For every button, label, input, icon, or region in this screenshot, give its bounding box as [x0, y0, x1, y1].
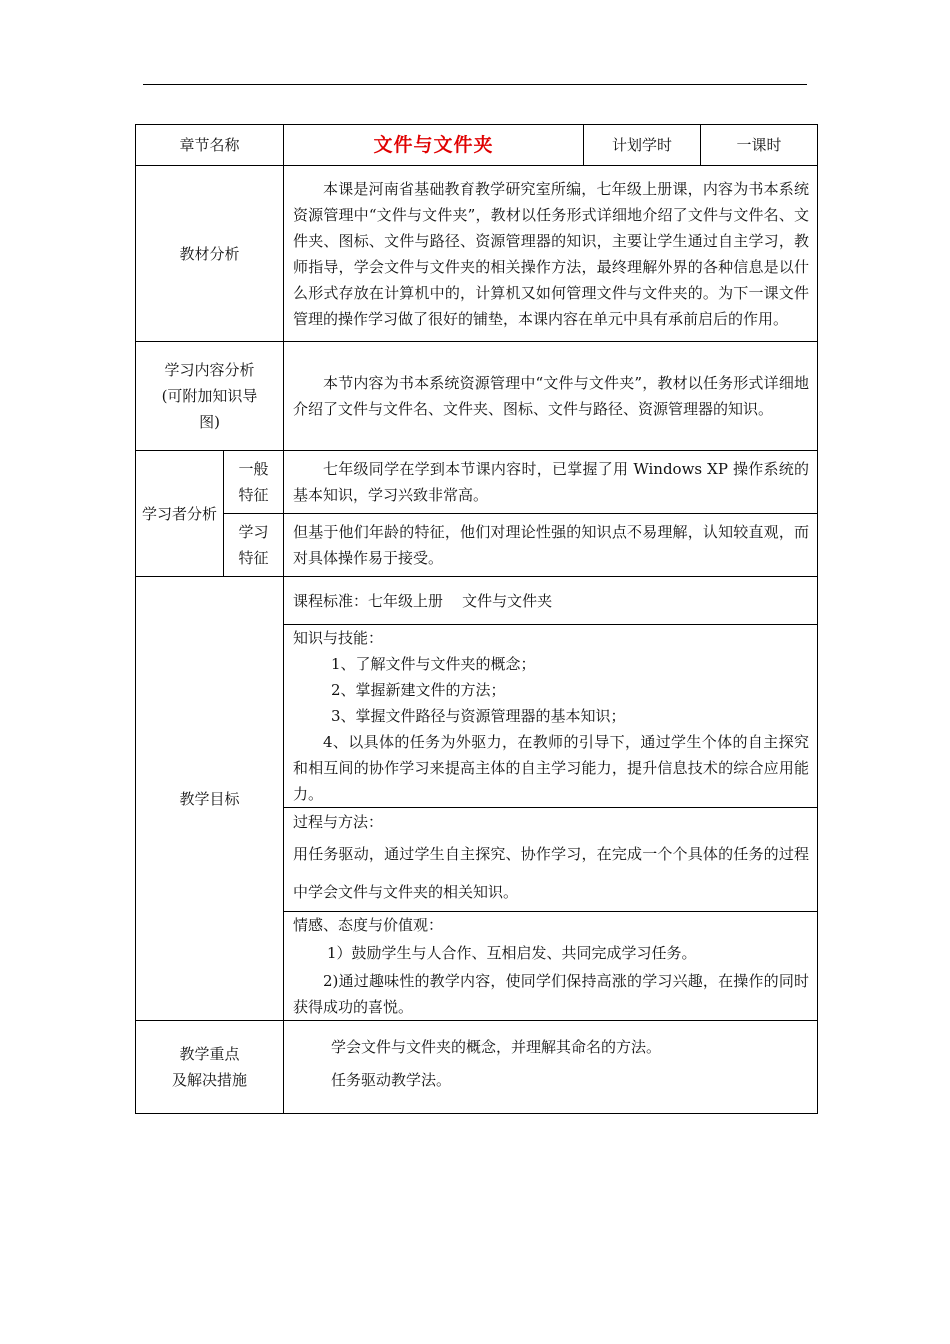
learning-features-label: 学习特征: [224, 514, 284, 577]
learner-analysis-label: [136, 451, 224, 577]
process-methods-cell: [284, 808, 818, 912]
knowledge-item: 1、了解文件与文件夹的概念；: [331, 655, 536, 673]
planned-hours-label: 计划学时: [584, 125, 701, 166]
general-features-cell: [284, 451, 818, 514]
content-analysis-label: [136, 342, 284, 451]
key-points-line2: 任务驱动教学法。: [331, 1071, 452, 1089]
header-rule: [143, 84, 807, 85]
knowledge-item: 2、掌握新建文件的方法；: [331, 681, 506, 699]
key-points-label-line1: 教学重点: [179, 1045, 240, 1063]
process-methods-title: 过程与方法：: [293, 812, 384, 831]
key-points-cell: [284, 1021, 818, 1114]
knowledge-item: 4、以具体的任务为外驱力，在教师的引导下，通过学生个体的自主探究和相互间的协作学习来提高主体的自主学习能力，提升信息技术的综合应用能力。: [293, 733, 810, 803]
chapter-title-cell: [284, 125, 584, 166]
learner-analysis-label-text: 学习者分析: [142, 504, 218, 523]
material-analysis-text: 本课是河南省基础教育教学研究室所编，七年级上册课，内容为书本系统资源管理中“文件与文件夹”，教材以任务形式详细地介绍了文件与文件名、文件夹、图标、文件与路径、资源管理器的知识，主要让学生通过自主学习，教师指导，学会文件与文件夹的相关操作方法，最终理解外界的各种信息是以什么形式存放在计算机中的，计算机又如何管理文件与文件夹的。为下一课文件管理的操作学习做了很好的铺垫，本课内容在单元中具有承前启后的作用。: [293, 179, 810, 328]
content-analysis-cell: [284, 342, 818, 451]
material-analysis-cell: [284, 166, 818, 342]
planned-hours-value: 一课时: [701, 125, 818, 166]
emotion-item: 1）鼓励学生与人合作、互相启发、共同完成学习任务。: [327, 944, 697, 962]
general-features-label: 一般特征: [224, 451, 284, 514]
key-points-line1: 学会文件与文件夹的概念，并理解其命名的方法。: [331, 1038, 662, 1056]
emotion-item: 2)通过趣味性的教学内容，使同学们保持高涨的学习兴趣，在操作的同时获得成功的喜悦。: [293, 972, 810, 1016]
emotion-values-title: 情感、态度与价值观：: [293, 916, 444, 934]
material-analysis-label: 教材分析: [136, 166, 284, 342]
chapter-title: 文件与文件夹: [373, 133, 494, 156]
knowledge-skills-title: 知识与技能：: [293, 629, 384, 647]
lesson-plan-table: [135, 124, 818, 1114]
teaching-goals-label: 教学目标: [136, 577, 284, 1021]
knowledge-item: 3、掌握文件路径与资源管理器的基本知识；: [331, 707, 626, 725]
emotion-values-cell: [284, 912, 818, 1021]
process-methods-text: 用任务驱动，通过学生自主探究、协作学习，在完成一个个具体的任务的过程中学会文件与文件夹的相关知识。: [293, 844, 810, 901]
content-analysis-text: 本节内容为书本系统资源管理中“文件与文件夹”，教材以任务形式详细地介绍了文件与文件名、文件夹、图标、文件与路径、资源管理器的知识。: [293, 374, 810, 418]
learning-features-text: 但基于他们年龄的特征，他们对理论性强的知识点不易理解，认知较直观，而对具体操作易于接受。: [293, 523, 810, 567]
knowledge-skills-cell: [284, 625, 818, 808]
content-analysis-label-line2: (可附加知识导图): [161, 387, 258, 431]
key-points-label: [136, 1021, 284, 1114]
general-features-text: 七年级同学在学到本节课内容时，已掌握了用 Windows XP 操作系统的基本知识，学习兴致非常高。: [293, 460, 810, 504]
course-standard-text: 课程标准：七年级上册 文件与文件夹: [293, 591, 553, 610]
content-analysis-label-line1: 学习内容分析: [164, 361, 255, 379]
learning-features-cell: [284, 514, 818, 577]
chapter-name-label: 章节名称: [136, 125, 284, 166]
course-standard-cell: [284, 577, 818, 625]
key-points-label-line2: 及解决措施: [172, 1071, 248, 1089]
